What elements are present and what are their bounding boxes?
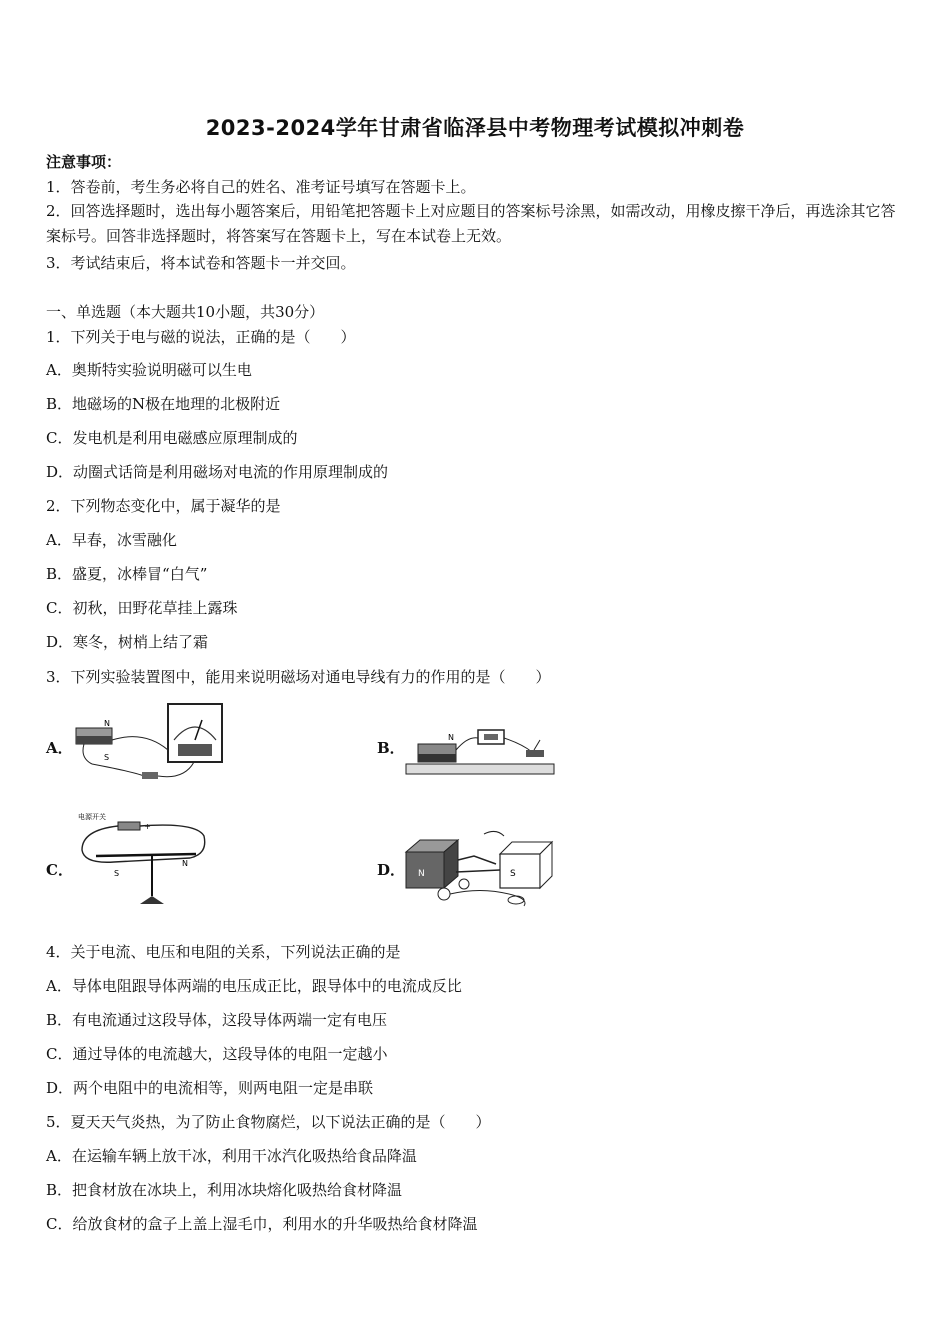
figure-c-plus: + — [144, 822, 151, 831]
figure-a-s-label: S — [104, 753, 110, 762]
option: D．寒冬，树梢上结了霜 — [46, 633, 209, 651]
figure-c-caption: 电源开关 — [78, 813, 106, 821]
notice-item: 1．答卷前，考生务必将自己的姓名、准考证号填写在答题卡上。 — [46, 178, 476, 196]
option: B．盛夏，冰棒冒“白气” — [46, 565, 208, 583]
figure-label-d: D． — [377, 861, 406, 879]
figure-label-b: B． — [377, 739, 405, 757]
option: C．初秋，田野花草挂上露珠 — [46, 599, 238, 617]
option: B．把食材放在冰块上，利用冰块熔化吸热给食材降温 — [46, 1181, 403, 1199]
option: A．导体电阻跟导体两端的电压成正比，跟导体中的电流成反比 — [46, 977, 462, 995]
figure-b — [404, 718, 556, 792]
notice-item: 2．回答选择题时，选出每小题答案后，用铅笔把答题卡上对应题目的答案标号涂黑，如需改动，用橡皮擦干净后，再选涂其它答案标号。回答非选择题时，将答案写在答题卡上，写在本试卷上无效。 — [46, 202, 896, 245]
figure-a — [74, 700, 226, 792]
figure-d-s-label: S — [510, 869, 516, 879]
option: A．早春，冰雪融化 — [46, 531, 177, 549]
page-title: 2023-2024学年甘肃省临泽县中考物理考试模拟冲刺卷 — [205, 116, 745, 140]
option: C．发电机是利用电磁感应原理制成的 — [46, 429, 298, 447]
question-stem: 3．下列实验装置图中，能用来说明磁场对通电导线有力的作用的是（ ） — [46, 668, 551, 686]
figure-d — [404, 826, 556, 912]
notice-heading: 注意事项： — [46, 153, 122, 171]
option: D．两个电阻中的电流相等，则两电阻一定是串联 — [46, 1079, 374, 1097]
option: B．有电流通过这段导体，这段导体两端一定有电压 — [46, 1011, 388, 1029]
option: C．通过导体的电流越大，这段导体的电阻一定越小 — [46, 1045, 388, 1063]
figure-a-n-label: N — [104, 719, 110, 728]
question-stem: 1．下列关于电与磁的说法，正确的是（ ） — [46, 328, 356, 346]
figure-label-a: A． — [46, 739, 73, 757]
question-stem: 5．夏天天气炎热，为了防止食物腐烂，以下说法正确的是（ ） — [46, 1113, 491, 1131]
figure-d-n-label: N — [418, 869, 425, 879]
option: B．地磁场的N极在地理的北极附近 — [46, 395, 281, 413]
option: C．给放食材的盒子上盖上湿毛巾，利用水的升华吸热给食材降温 — [46, 1215, 478, 1233]
option: A．奥斯特实验说明磁可以生电 — [46, 361, 252, 379]
option: A．在运输车辆上放干冰，利用干冰汽化吸热给食品降温 — [46, 1147, 417, 1165]
figure-c — [74, 808, 210, 916]
section-heading: 一、单选题（本大题共10小题，共30分） — [46, 303, 325, 321]
figure-b-n-label: N — [448, 733, 454, 742]
figure-c-n-label: N — [182, 859, 188, 868]
notice-item: 3．考试结束后，将本试卷和答题卡一并交回。 — [46, 254, 356, 272]
question-stem: 4．关于电流、电压和电阻的关系，下列说法正确的是 — [46, 943, 401, 961]
option: D．动圈式话筒是利用磁场对电流的作用原理制成的 — [46, 463, 389, 481]
figure-c-s-label: S — [114, 869, 120, 878]
figure-label-c: C． — [46, 861, 73, 879]
question-stem: 2．下列物态变化中，属于凝华的是 — [46, 497, 281, 515]
